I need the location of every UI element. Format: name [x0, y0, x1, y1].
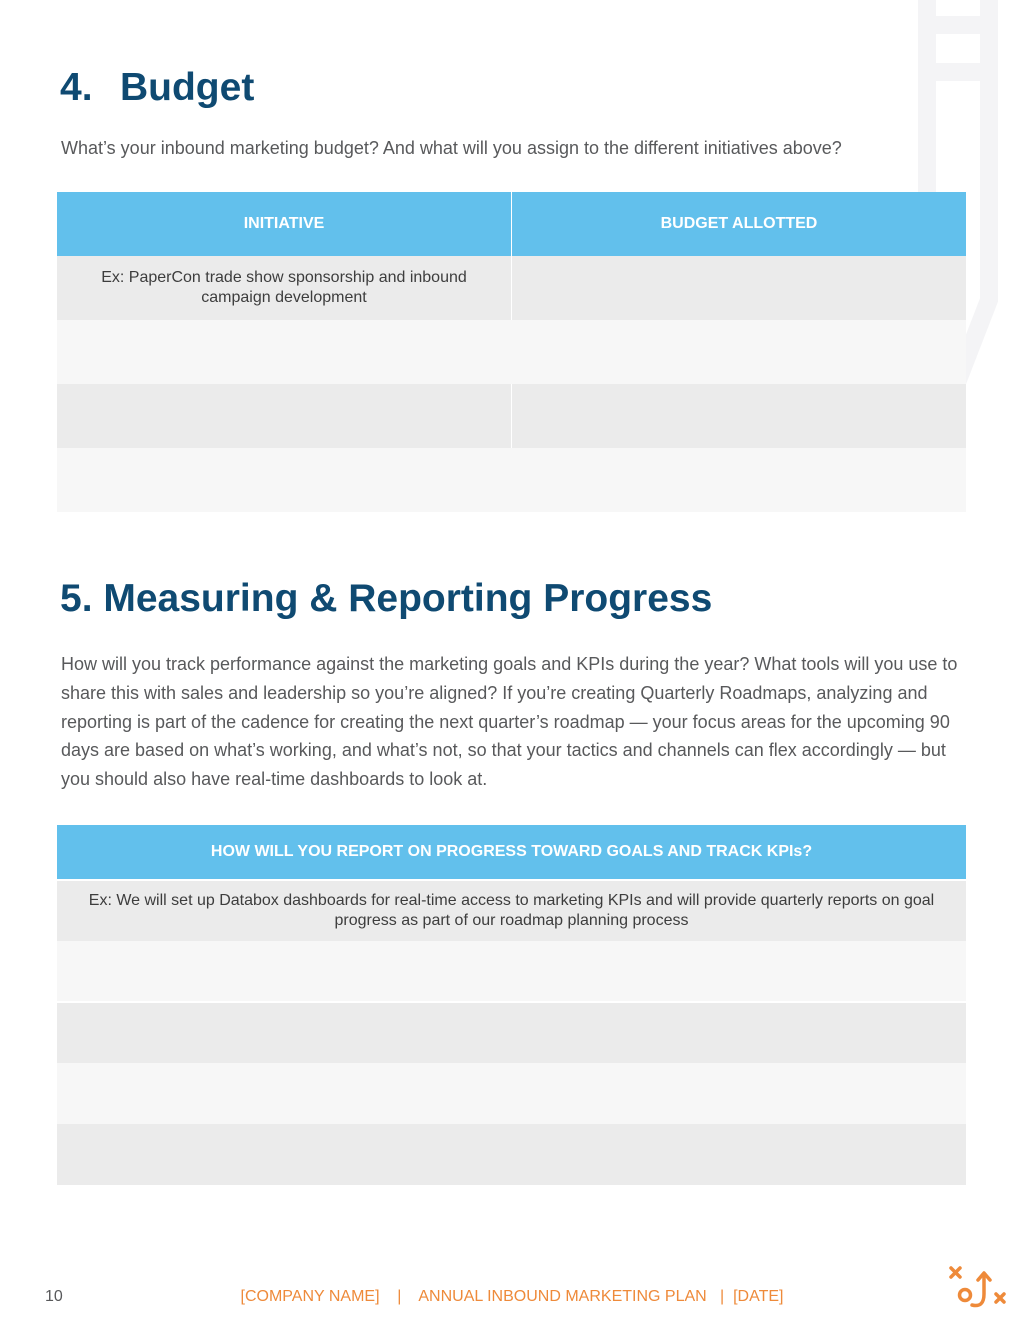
reporting-cell[interactable] [57, 1124, 966, 1185]
reporting-cell[interactable] [57, 941, 966, 1002]
budget-title: Budget [120, 66, 255, 109]
budget-table [57, 192, 966, 512]
footer-text: [COMPANY NAME] | ANNUAL INBOUND MARKETING PLAN | [DATE] [240, 1288, 784, 1305]
reporting-cell[interactable] [57, 1002, 966, 1063]
budget-heading [60, 66, 254, 110]
reporting-table [57, 825, 966, 1185]
budget-allotted-header: BUDGET ALLOTTED [512, 192, 967, 256]
budget-allotted-cell[interactable] [512, 384, 967, 448]
table-row [57, 1002, 966, 1063]
initiative-cell[interactable] [57, 384, 512, 448]
initiative-cell[interactable] [57, 320, 512, 384]
initiative-cell[interactable] [57, 448, 512, 512]
page-number: 10 [45, 1288, 63, 1305]
reporting-example-cell[interactable]: Ex: We will set up Databox dashboards for real-time access to marketing KPIs and will provide quarterly reports on goal progress as part of our roadmap planning process [57, 880, 966, 941]
initiative-header: INITIATIVE [57, 192, 512, 256]
budget-allotted-cell[interactable] [512, 256, 967, 320]
budget-section-number: 4. [60, 66, 93, 109]
table-row [57, 320, 966, 384]
table-row [57, 941, 966, 1002]
reporting-cell[interactable] [57, 1063, 966, 1124]
table-row [57, 1063, 966, 1124]
budget-allotted-cell[interactable] [512, 320, 967, 384]
measuring-intro: How will you track performance against the marketing goals and KPIs during the year? What tools will you use to share this with sales and leadership so you’re aligned? If you’re creating Quarterly Roadmaps, analyzing and reporting is part of the cadence for creating the next quarter’s roadmap — your focus areas for the upcoming 90 days are based on what’s working, and what’s not, so that your tactics and channels can flex accordingly — but you should also have real-time dashboards to look at. [61, 654, 958, 790]
table-row [57, 448, 966, 512]
table-row [57, 880, 966, 941]
budget-example-initiative-cell[interactable]: Ex: PaperCon trade show sponsorship and inbound campaign development [57, 256, 512, 320]
table-row [57, 1124, 966, 1185]
table-row [57, 384, 966, 448]
strategy-play-logo-icon [946, 1264, 1008, 1312]
reporting-header: HOW WILL YOU REPORT ON PROGRESS TOWARD GOALS AND TRACK KPIs? [57, 825, 966, 880]
budget-allotted-cell[interactable] [512, 448, 967, 512]
measuring-heading: 5. Measuring & Reporting Progress [60, 577, 713, 620]
budget-intro: What’s your inbound marketing budget? And what will you assign to the different initiatives above? [61, 138, 842, 158]
table-row [57, 256, 966, 320]
